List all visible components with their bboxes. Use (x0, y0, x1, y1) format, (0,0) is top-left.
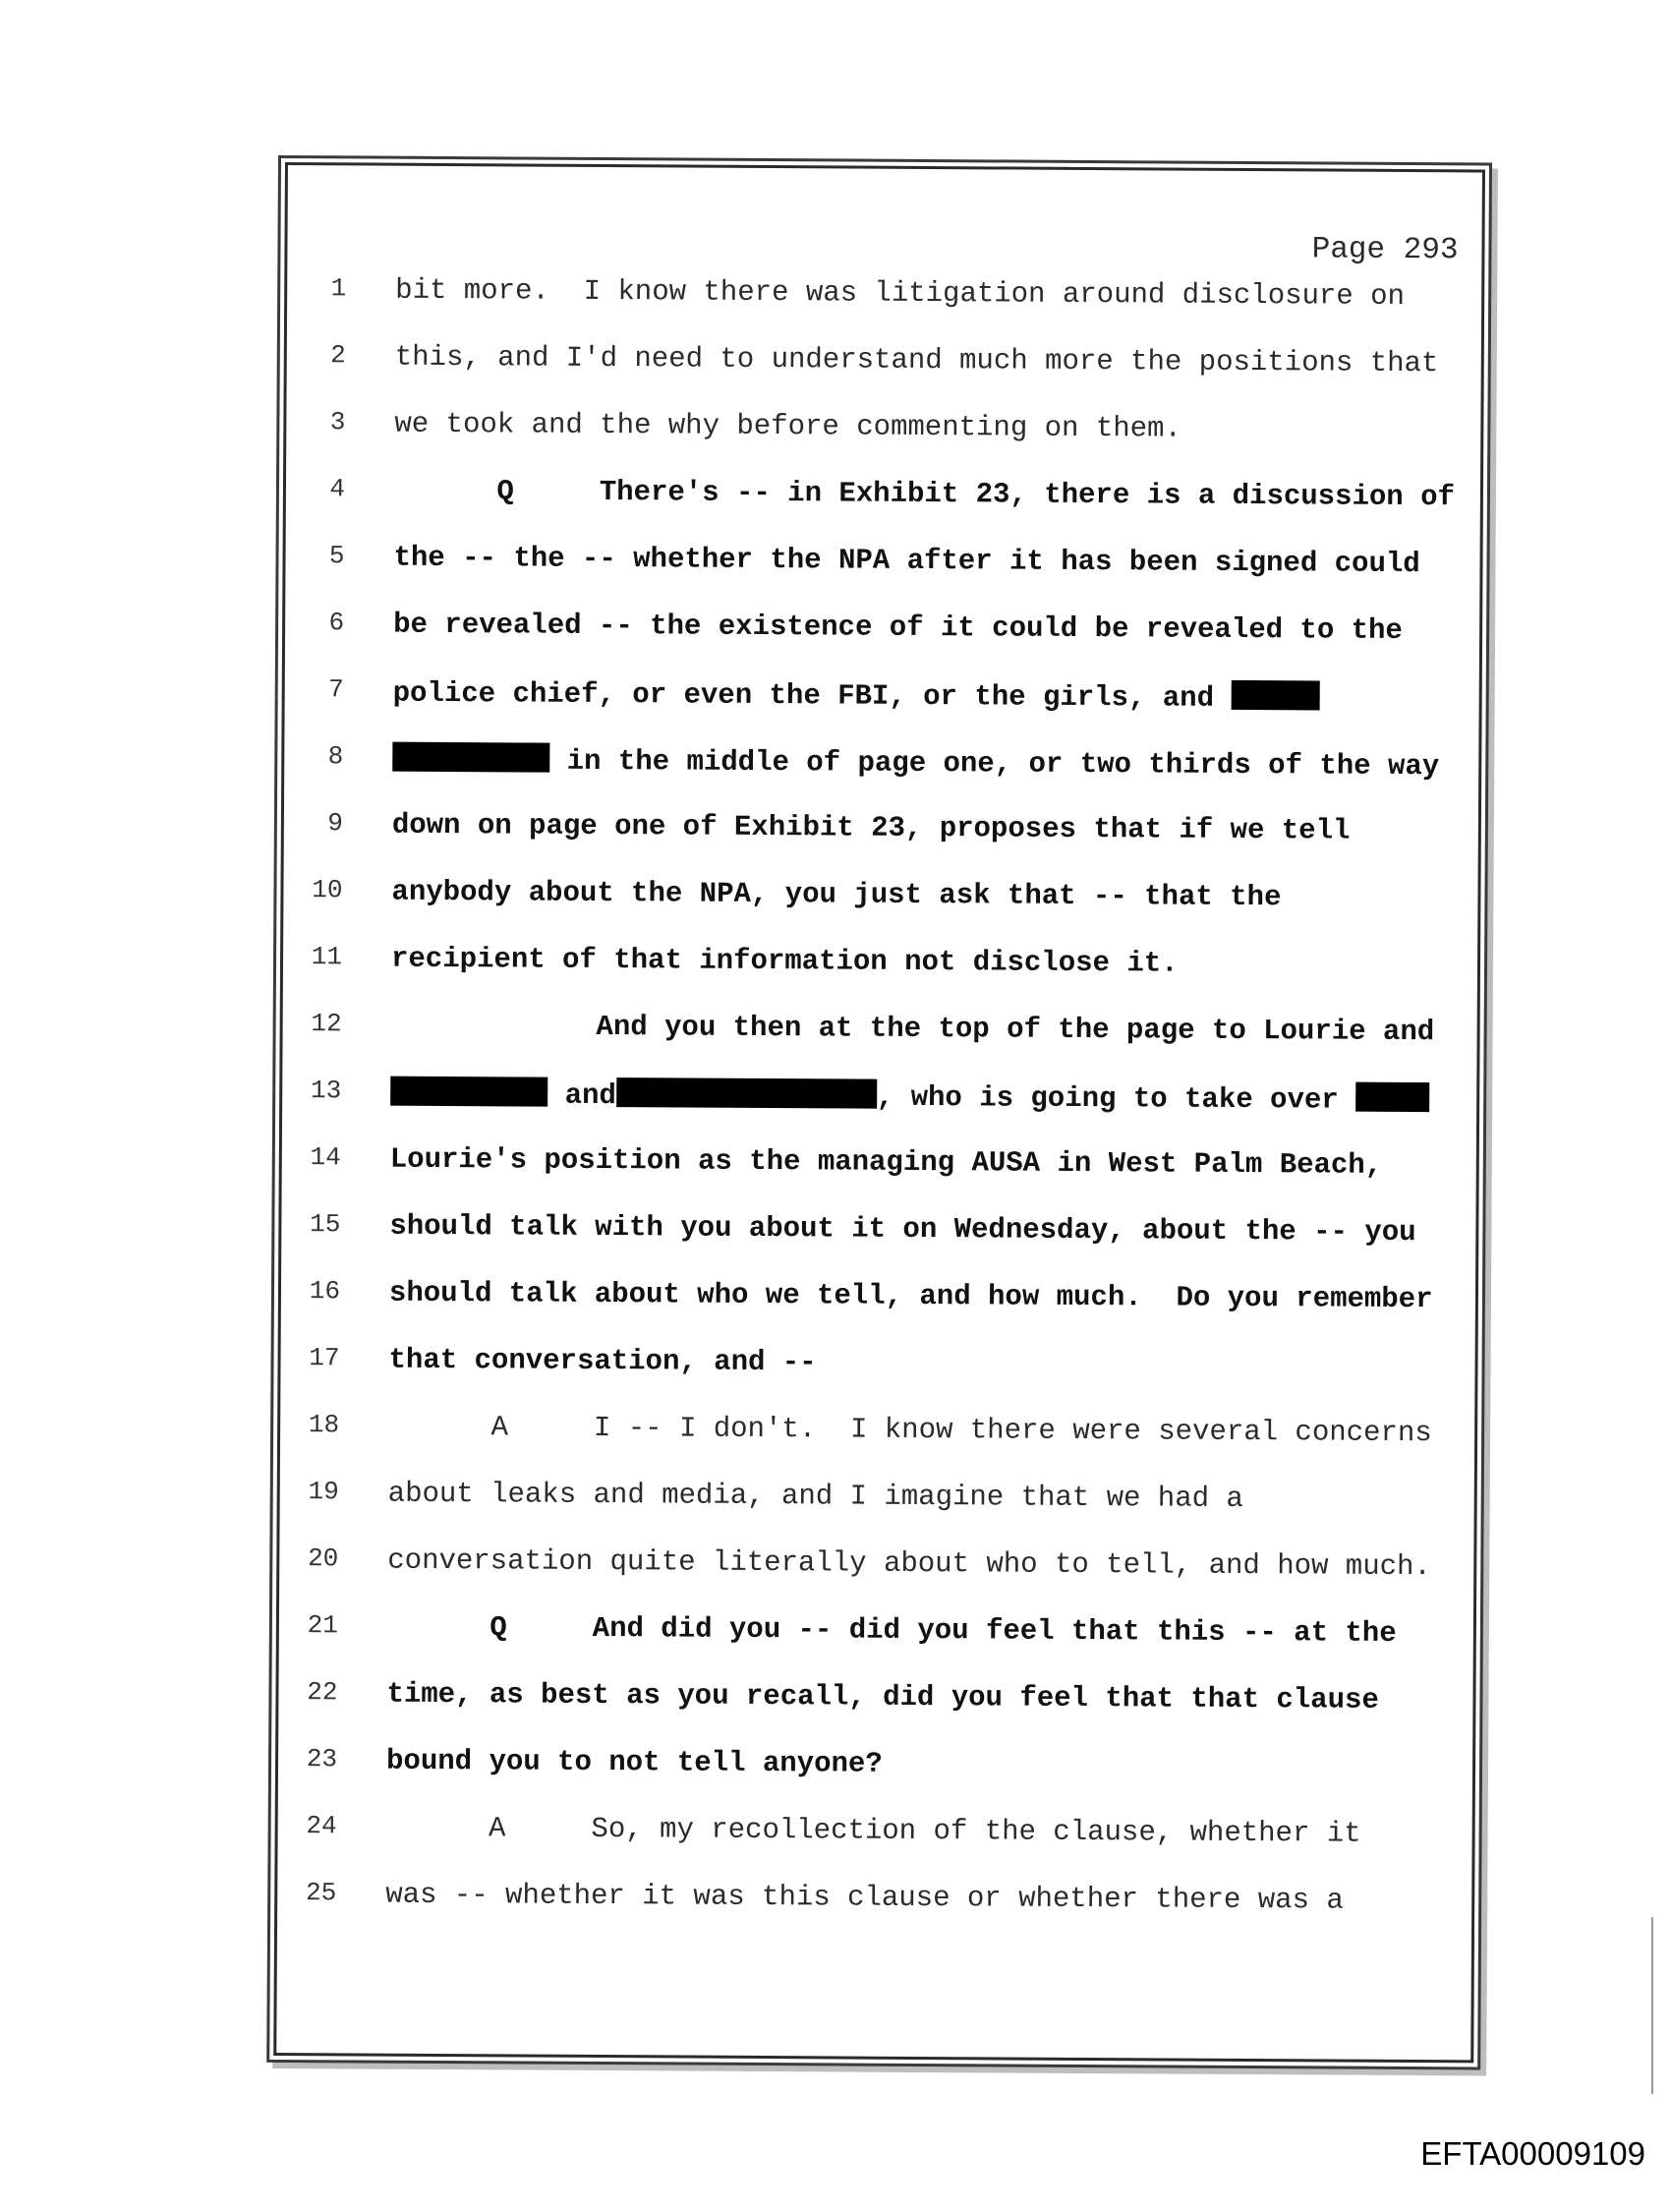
line-segment: And you then at the top of the page to Lourie and (390, 1009, 1435, 1049)
line-segment: recipient of that information not disclose it. (390, 942, 1179, 980)
line-number: 17 (309, 1343, 340, 1373)
transcript-line (278, 1677, 1472, 1751)
line-text (392, 809, 1351, 847)
redaction-block (1231, 680, 1319, 711)
line-number: 5 (328, 541, 345, 571)
line-segment: this, and I'd need to understand much more the positions that (394, 340, 1439, 380)
transcript-line (281, 1209, 1475, 1283)
transcript-line (285, 541, 1479, 614)
line-number: 9 (327, 808, 343, 839)
line-text (387, 1544, 1431, 1583)
transcript-line (280, 1410, 1474, 1484)
line-number: 13 (310, 1076, 342, 1106)
transcript-line (277, 1878, 1471, 1951)
line-segment: should talk about who we tell, and how much. Do you remember (388, 1276, 1433, 1316)
line-number: 14 (310, 1142, 341, 1173)
line-number: 25 (305, 1878, 337, 1908)
redaction-block (392, 742, 549, 773)
line-segment: bound you to not tell anyone? (385, 1744, 883, 1780)
line-segment: down on page one of Exhibit 23, proposes that if we tell (391, 808, 1351, 847)
line-segment: Q There's -- in Exhibit 23, there is a discussion of (393, 474, 1456, 514)
line-text (389, 1277, 1433, 1315)
transcript-line (278, 1744, 1472, 1818)
line-number: 16 (309, 1276, 341, 1307)
line-segment: A I -- I don't. I know there were several concerns (388, 1410, 1432, 1450)
line-text (393, 609, 1403, 647)
transcript-page (273, 162, 1485, 2063)
line-number: 22 (307, 1677, 338, 1708)
scan-edge-mark (1651, 1917, 1653, 2094)
line-number: 21 (307, 1610, 339, 1641)
line-segment: Lourie's position as the managing AUSA in West Palm Beach, (389, 1142, 1383, 1182)
line-text (388, 1478, 1243, 1515)
transcript-line (284, 674, 1478, 748)
line-segment: A So, my recollection of the clause, whether it (385, 1811, 1361, 1850)
transcript-line (286, 340, 1480, 414)
line-text (393, 675, 1320, 716)
line-text (386, 1678, 1379, 1717)
line-text (388, 1344, 816, 1379)
line-text (386, 1745, 883, 1780)
line-segment: was -- whether it was this clause or whether there was a (385, 1878, 1344, 1917)
redaction-block (1355, 1082, 1429, 1112)
line-segment: bit more. I know there was litigation around disclosure on (395, 273, 1406, 313)
line-segment: we took and the why before commenting on them. (394, 407, 1181, 445)
transcript-line (280, 1343, 1474, 1417)
line-segment: , who is going to take over (876, 1080, 1356, 1117)
line-number: 8 (327, 741, 344, 772)
line-text (390, 1077, 1429, 1117)
line-text (391, 1010, 1435, 1048)
line-number: 2 (330, 340, 346, 371)
transcript-line (281, 1276, 1475, 1350)
line-text (394, 408, 1181, 445)
redaction-block (390, 1077, 547, 1107)
transcript-line (285, 608, 1479, 681)
line-text (388, 1411, 1432, 1449)
line-segment: be revealed -- the existence of it could be revealed to the (393, 608, 1403, 647)
transcript-line (287, 273, 1481, 347)
transcript-line (277, 1811, 1471, 1885)
transcript-line (282, 1076, 1476, 1149)
transcript-line (286, 407, 1480, 481)
line-segment: and (547, 1078, 616, 1113)
line-number: 11 (311, 942, 343, 972)
line-text (390, 1143, 1383, 1182)
transcript-line (282, 1009, 1476, 1082)
transcript-line (284, 808, 1478, 882)
transcript-lines (287, 273, 1481, 1917)
line-number: 7 (328, 674, 344, 705)
line-text (386, 1812, 1361, 1850)
line-text (391, 876, 1281, 914)
line-segment: about leaks and media, and I imagine that we had a (387, 1477, 1243, 1515)
line-text (392, 742, 1439, 784)
redaction-block (616, 1077, 877, 1109)
line-number: 23 (306, 1744, 338, 1775)
line-number: 15 (310, 1209, 341, 1240)
line-text (395, 274, 1405, 313)
line-number: 1 (330, 273, 347, 304)
line-number: 19 (308, 1477, 339, 1507)
transcript-line (286, 474, 1480, 548)
transcript-line (279, 1477, 1473, 1550)
line-text (387, 1611, 1397, 1650)
transcript-line (279, 1543, 1473, 1617)
line-segment: time, as best as you recall, did you feel that that clause (386, 1677, 1379, 1717)
line-number: 10 (312, 875, 343, 905)
document-id: EFTA00009109 (1420, 2135, 1645, 2172)
line-segment: the -- the -- whether the NPA after it has been signed could (393, 541, 1420, 581)
transcript-line (283, 942, 1477, 1016)
line-number: 24 (306, 1811, 337, 1841)
transcript-line (284, 741, 1478, 815)
line-number: 6 (328, 608, 345, 638)
line-segment: that conversation, and -- (388, 1343, 817, 1379)
line-number: 20 (308, 1543, 339, 1574)
line-segment: police chief, or even the FBI, or the girls, and (392, 676, 1232, 715)
line-number: 12 (311, 1009, 342, 1039)
line-segment: conversation quite literally about who to tell, and how much. (387, 1543, 1431, 1584)
line-number: 3 (329, 407, 346, 437)
line-number: 18 (308, 1410, 340, 1440)
line-segment: in the middle of page one, or two thirds of the way (549, 744, 1440, 784)
transcript-line (283, 875, 1477, 949)
page-number-label: Page 293 (1311, 232, 1459, 268)
line-text (393, 542, 1419, 580)
line-text (394, 475, 1455, 514)
line-text (389, 1210, 1415, 1249)
transcript-line (281, 1142, 1475, 1216)
line-segment: should talk with you about it on Wednesday, about the -- you (389, 1209, 1416, 1250)
transcript-line (279, 1610, 1473, 1684)
line-segment: anybody about the NPA, you just ask that -- that the (391, 875, 1282, 914)
line-text (391, 943, 1179, 980)
line-text (395, 341, 1439, 379)
line-text (385, 1879, 1344, 1917)
line-segment: Q And did you -- did you feel that this -- at the (386, 1610, 1397, 1650)
line-number: 4 (329, 474, 346, 504)
